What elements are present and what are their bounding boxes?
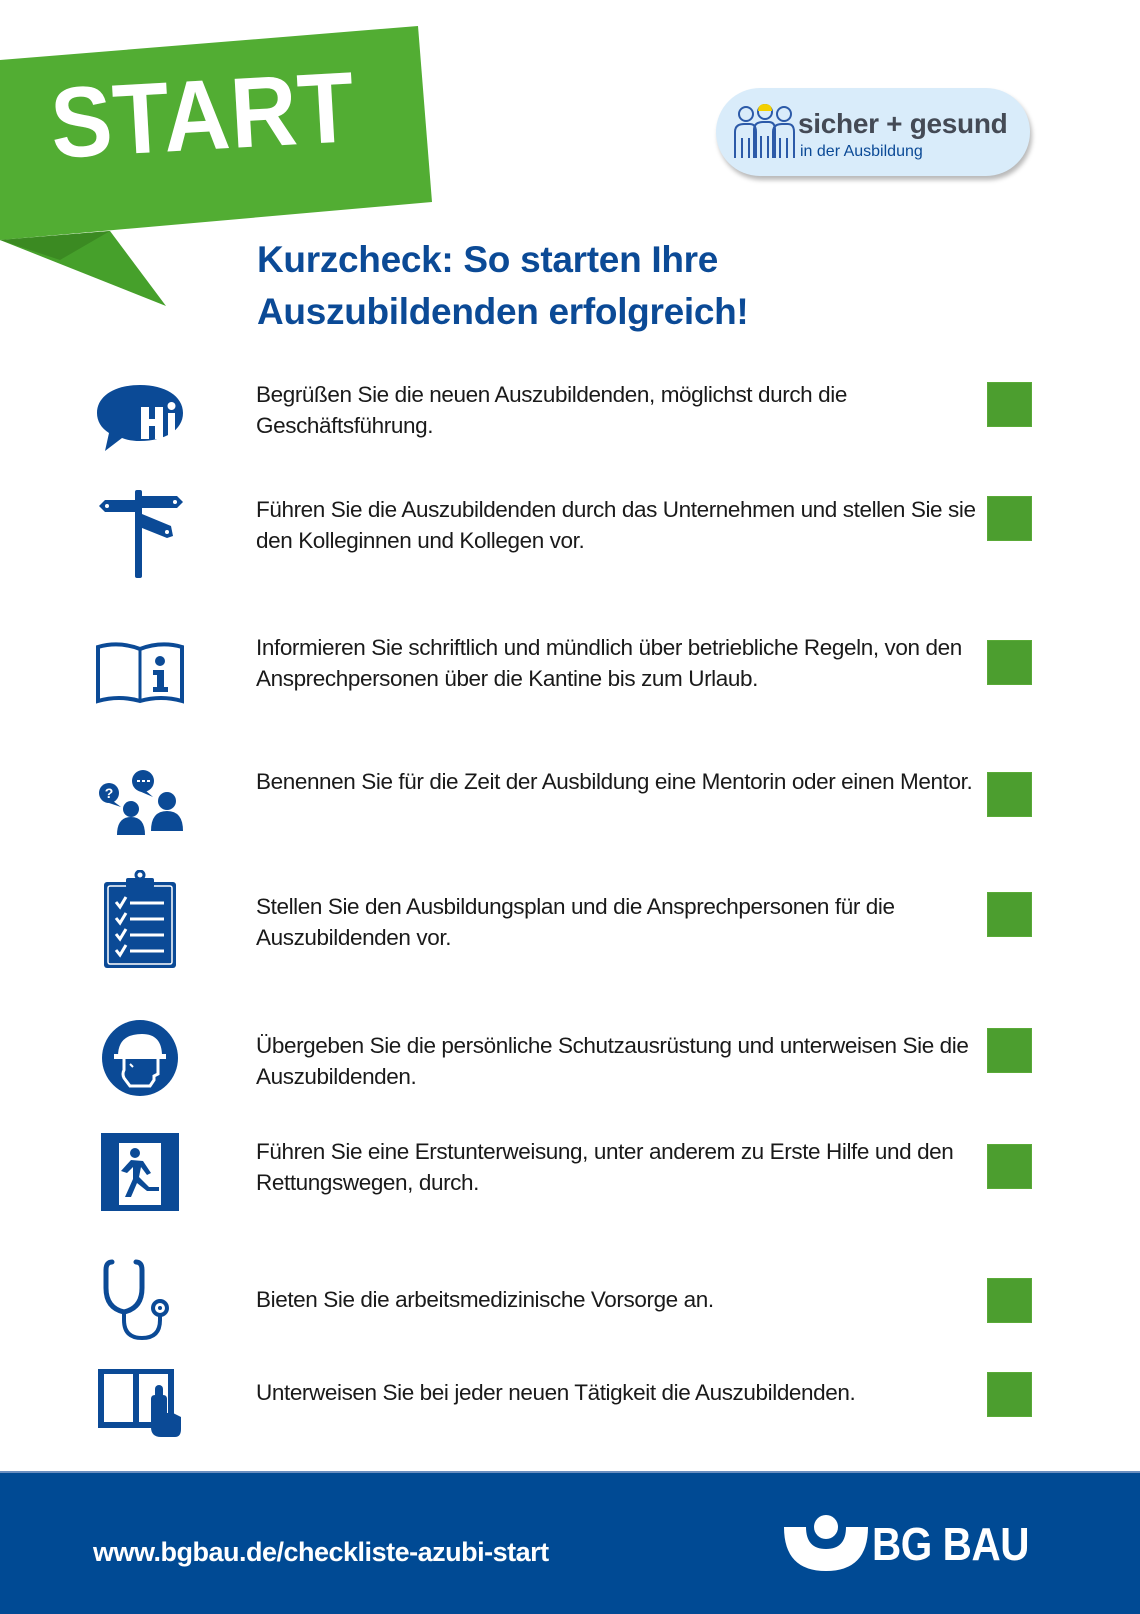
checkbox[interactable] <box>987 1144 1032 1189</box>
signpost-icon <box>90 484 190 580</box>
checklist-item-text: Übergeben Sie die persönliche Schutzausrüstung und unterweisen Sie die Auszubildenden. <box>256 1033 969 1089</box>
bg-bau-logo <box>784 1513 1030 1573</box>
start-label: START <box>47 51 358 180</box>
bg-bau-emblem-icon <box>784 1513 868 1573</box>
checklist-item-text: Benennen Sie für die Zeit der Ausbildung eine Mentorin oder einen Mentor. <box>256 769 973 794</box>
hi-speech-bubble-icon <box>90 368 190 464</box>
checkbox[interactable] <box>987 892 1032 937</box>
bg-bau-logo-text: BG BAU <box>872 1518 1030 1570</box>
checkbox[interactable] <box>987 1278 1032 1323</box>
book-pointer-icon <box>90 1364 190 1444</box>
checklist-item-text: Bieten Sie die arbeitsmedizinische Vorsorge an. <box>256 1287 714 1312</box>
checkbox[interactable] <box>987 1372 1032 1417</box>
checkbox[interactable] <box>987 1028 1032 1073</box>
badge-title: sicher + gesund <box>798 108 1008 139</box>
checklist-item-text: Unterweisen Sie bei jeder neuen Tätigkeit die Auszubildenden. <box>256 1380 856 1405</box>
page-title-line-2: Auszubildenden erfolgreich! <box>257 291 749 332</box>
mentor-people-icon <box>90 752 190 848</box>
checkbox[interactable] <box>987 496 1032 541</box>
checklist-item-text: Führen Sie die Auszubildenden durch das Unternehmen und stellen Sie sie den Kolleginnen und Kollegen vor. <box>256 497 976 553</box>
stethoscope-icon <box>90 1256 190 1344</box>
emergency-exit-icon <box>90 1130 190 1214</box>
footer-url-link[interactable]: www.bgbau.de/checkliste-azubi-start <box>93 1537 549 1567</box>
page-title <box>257 234 877 338</box>
checkbox[interactable] <box>987 772 1032 817</box>
sicher-gesund-logo <box>716 88 1030 176</box>
trainees-group-icon <box>732 102 798 160</box>
svg-text:?: ? <box>104 785 114 801</box>
checkbox[interactable] <box>987 382 1032 427</box>
checkbox[interactable] <box>987 640 1032 685</box>
footer <box>0 1471 1140 1614</box>
info-book-icon <box>90 624 190 720</box>
checklist-item-text: Führen Sie eine Erstunterweisung, unter anderem zu Erste Hilfe und den Rettungswegen, durch. <box>256 1139 954 1195</box>
page-title-line-1: Kurzcheck: So starten Ihre <box>257 239 719 280</box>
hard-hat-icon <box>90 1010 190 1106</box>
checklist-item-text: Begrüßen Sie die neuen Auszubildenden, möglichst durch die Geschäftsführung. <box>256 382 847 438</box>
badge-subtitle: in der Ausbildung <box>800 143 923 160</box>
checklist-item-text: Informieren Sie schriftlich und mündlich über betriebliche Regeln, von den Ansprechpersonen über die Kantine bis zum Urlaub. <box>256 635 962 691</box>
clipboard-checklist-icon <box>90 870 190 970</box>
checklist-item-text: Stellen Sie den Ausbildungsplan und die Ansprechpersonen für die Auszubildenden vor. <box>256 894 895 950</box>
